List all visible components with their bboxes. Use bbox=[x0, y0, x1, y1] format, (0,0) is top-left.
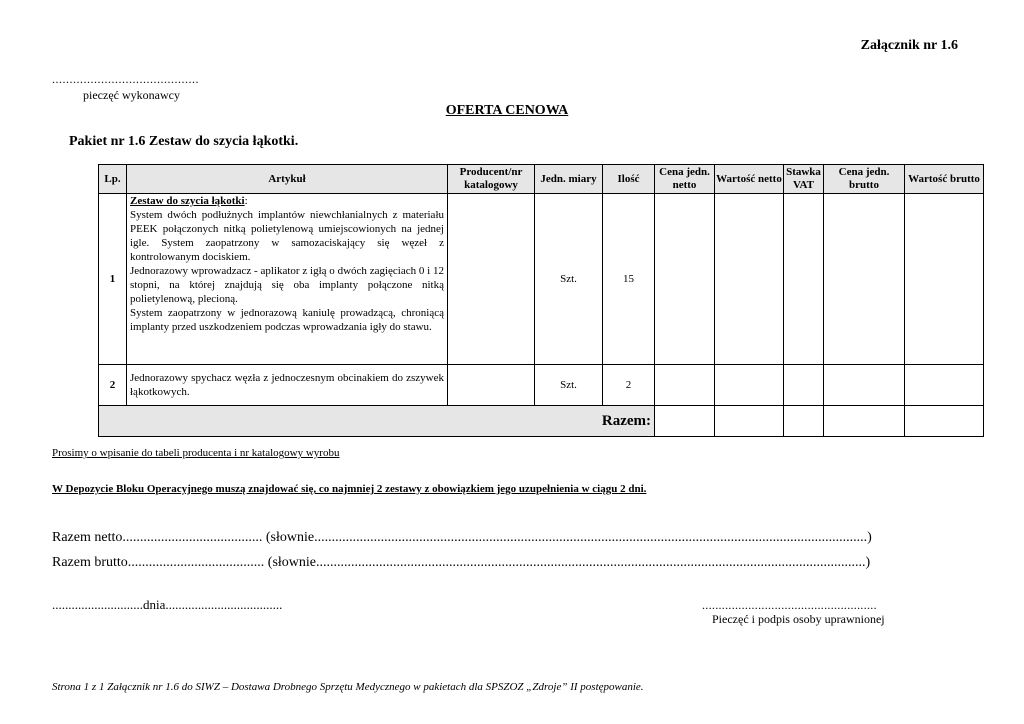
unit-cell: Szt. bbox=[535, 194, 603, 365]
producer-cell[interactable] bbox=[448, 194, 535, 365]
header-unit: Jedn. miary bbox=[535, 165, 603, 194]
article-paragraph: System zaopatrzony w jednorazową kaniulę prowadzącą, chroniącą implanty przed uszkodzeniem podczas wprowadzania igły do stawu. bbox=[130, 307, 444, 333]
vat-cell[interactable] bbox=[784, 194, 824, 365]
offer-title: OFERTA CENOWA bbox=[445, 103, 569, 118]
value-gross-cell[interactable] bbox=[905, 194, 984, 365]
note-producer: Prosimy o wpisanie do tabeli producenta i nr katalogowy wyrobu bbox=[52, 447, 340, 459]
header-producer: Producent/nr katalogowy bbox=[448, 165, 535, 194]
value-gross-cell[interactable] bbox=[905, 365, 984, 406]
header-lp: Lp. bbox=[99, 165, 127, 194]
sum-value-net-cell[interactable] bbox=[715, 406, 784, 437]
value-net-cell[interactable] bbox=[715, 365, 784, 406]
article-name-suffix: : bbox=[244, 195, 248, 207]
article-paragraph: Jednorazowy wprowadzacz - aplikator z igłą o dwóch zagięciach 0 i 12 stopni, na której znajdują się oba implanty połączone nitką polietylenową, plecioną. bbox=[130, 265, 444, 305]
package-title: Pakiet nr 1.6 Zestaw do szycia łąkotki. bbox=[69, 134, 299, 149]
sum-row bbox=[99, 406, 984, 437]
offer-table bbox=[98, 164, 984, 437]
header-value-net: Wartość netto bbox=[715, 165, 784, 194]
unit-net-cell[interactable] bbox=[655, 194, 715, 365]
qty-cell: 15 bbox=[603, 194, 655, 365]
article-name: Zestaw do szycia łąkotki bbox=[130, 195, 245, 207]
header-unit-net: Cena jedn. netto bbox=[655, 165, 715, 194]
page-footer: Strona 1 z 1 Załącznik nr 1.6 do SIWZ – Dostawa Drobnego Sprzętu Medycznego w pakietach dla SPSZOZ „Zdroje” II postępowanie. bbox=[52, 681, 644, 693]
annex-label: Załącznik nr 1.6 bbox=[860, 38, 958, 53]
producer-cell[interactable] bbox=[448, 365, 535, 406]
note-depot: W Depozycie Bloku Operacyjnego muszą znajdować się, co najmniej 2 zestawy z obowiązkiem jego uzupełnienia w ciągu 2 dni. bbox=[52, 483, 647, 495]
row-description: Jednorazowy spychacz węzła z jednoczesnym obcinakiem do zszywek łąkotkowych. bbox=[127, 365, 448, 406]
row-lp: 2 bbox=[99, 365, 127, 406]
gross-total-line: Razem brutto....................................... (słownie.............................................................................................................................................................) bbox=[52, 555, 871, 570]
sum-unit-net-cell[interactable] bbox=[655, 406, 715, 437]
header-value-gross: Wartość brutto bbox=[905, 165, 984, 194]
sum-vat-cell[interactable] bbox=[784, 406, 824, 437]
table-header-row bbox=[99, 165, 984, 194]
unit-net-cell[interactable] bbox=[655, 365, 715, 406]
header-qty: Ilość bbox=[603, 165, 655, 194]
header-unit-gross: Cena jedn. brutto bbox=[824, 165, 905, 194]
sum-value-gross-cell[interactable] bbox=[905, 406, 984, 437]
sum-label: Razem: bbox=[99, 406, 655, 437]
header-vat: Stawka VAT bbox=[784, 165, 824, 194]
stamp-dots: .......................................... bbox=[52, 72, 199, 86]
row-description bbox=[127, 194, 448, 365]
net-total-line: Razem netto........................................ (słownie..............................................................................................................................................................) bbox=[52, 530, 872, 545]
date-line: ............................dnia.................................... bbox=[52, 597, 283, 612]
qty-cell: 2 bbox=[603, 365, 655, 406]
unit-gross-cell[interactable] bbox=[824, 365, 905, 406]
value-net-cell[interactable] bbox=[715, 194, 784, 365]
table-row bbox=[99, 365, 984, 406]
table-row bbox=[99, 194, 984, 365]
unit-gross-cell[interactable] bbox=[824, 194, 905, 365]
article-paragraph: System dwóch podłużnych implantów niewchłanialnych z materiału PEEK połączonych nitką polietylenową umiejscowionych na jednej igle. System zaopatrzony w samozaciskający się węzeł z kontrolowanym dociskiem. bbox=[130, 209, 444, 263]
vat-cell[interactable] bbox=[784, 365, 824, 406]
header-article: Artykuł bbox=[127, 165, 448, 194]
signature-label: Pieczęć i podpis osoby uprawnionej bbox=[712, 612, 885, 626]
signature-dots: ..................................................... bbox=[702, 598, 877, 612]
stamp-label: pieczęć wykonawcy bbox=[83, 88, 180, 102]
row-lp: 1 bbox=[99, 194, 127, 365]
sum-unit-gross-cell[interactable] bbox=[824, 406, 905, 437]
unit-cell: Szt. bbox=[535, 365, 603, 406]
